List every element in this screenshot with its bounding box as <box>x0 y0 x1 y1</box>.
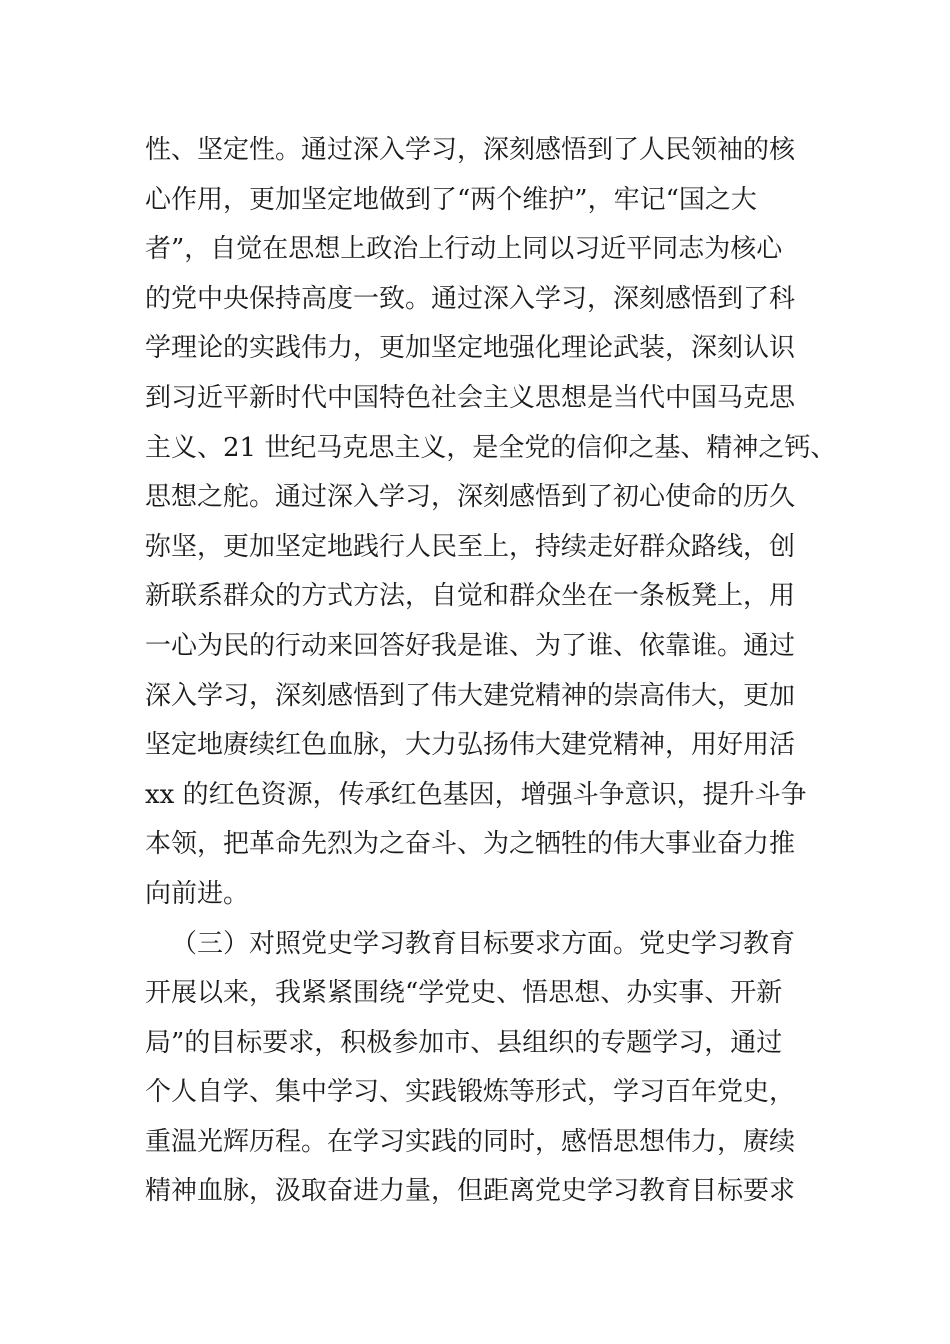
text-line: 本领，把革命先烈为之奋斗、为之牺牲的伟大事业奋力推 <box>145 829 796 860</box>
text-line: 主义、21 世纪马克思主义，是全党的信仰之基、精神之钙、 <box>145 432 837 463</box>
text-line: 向前进。 <box>145 878 250 909</box>
text-line: 局”的目标要求，积极参加市、县组织的专题学习，通过 <box>145 1027 783 1058</box>
text-line: 重温光辉历程。在学习实践的同时，感悟思想伟力，赓续 <box>145 1126 796 1157</box>
text-line: 的党中央保持高度一致。通过深入学习，深刻感悟到了科 <box>145 283 796 314</box>
text-line: 坚定地赓续红色血脉，大力弘扬伟大建党精神，用好用活 <box>145 730 796 761</box>
text-line: 个人自学、集中学习、实践锻炼等形式，学习百年党史， <box>145 1077 796 1108</box>
text-line: 到习近平新时代中国特色社会主义思想是当代中国马克思 <box>145 382 796 413</box>
text-line: 弥坚，更加坚定地践行人民至上，持续走好群众路线，创 <box>145 531 796 562</box>
text-line: 新联系群众的方式方法，自觉和群众坐在一条板凳上，用 <box>145 581 796 612</box>
text-line: 一心为民的行动来回答好我是谁、为了谁、依靠谁。通过 <box>145 630 796 661</box>
text-line: 学理论的实践伟力，更加坚定地强化理论武装，深刻认识 <box>145 333 796 364</box>
text-line: 心作用，更加坚定地做到了“两个维护”，牢记“国之大 <box>145 184 757 215</box>
body-text <box>145 126 837 1217</box>
text-line: 开展以来，我紧紧围绕“学党史、悟思想、办实事、开新 <box>145 978 783 1009</box>
text-line: 精神血脉，汲取奋进力量，但距离党史学习教育目标要求 <box>145 1176 796 1207</box>
text-line: 性、坚定性。通过深入学习，深刻感悟到了人民领袖的核 <box>145 135 796 165</box>
section-heading-line: （三）对照党史学习教育目标要求方面。党史学习教育 <box>171 928 796 959</box>
text-line: 深入学习，深刻感悟到了伟大建党精神的崇高伟大，更加 <box>145 680 796 711</box>
text-line: 思想之舵。通过深入学习，深刻感悟到了初心使命的历久 <box>145 482 796 513</box>
text-line: 者”，自觉在思想上政治上行动上同以习近平同志为核心 <box>145 234 783 265</box>
text-line: xx 的红色资源，传承红色基因，增强斗争意识，提升斗争 <box>145 779 807 810</box>
